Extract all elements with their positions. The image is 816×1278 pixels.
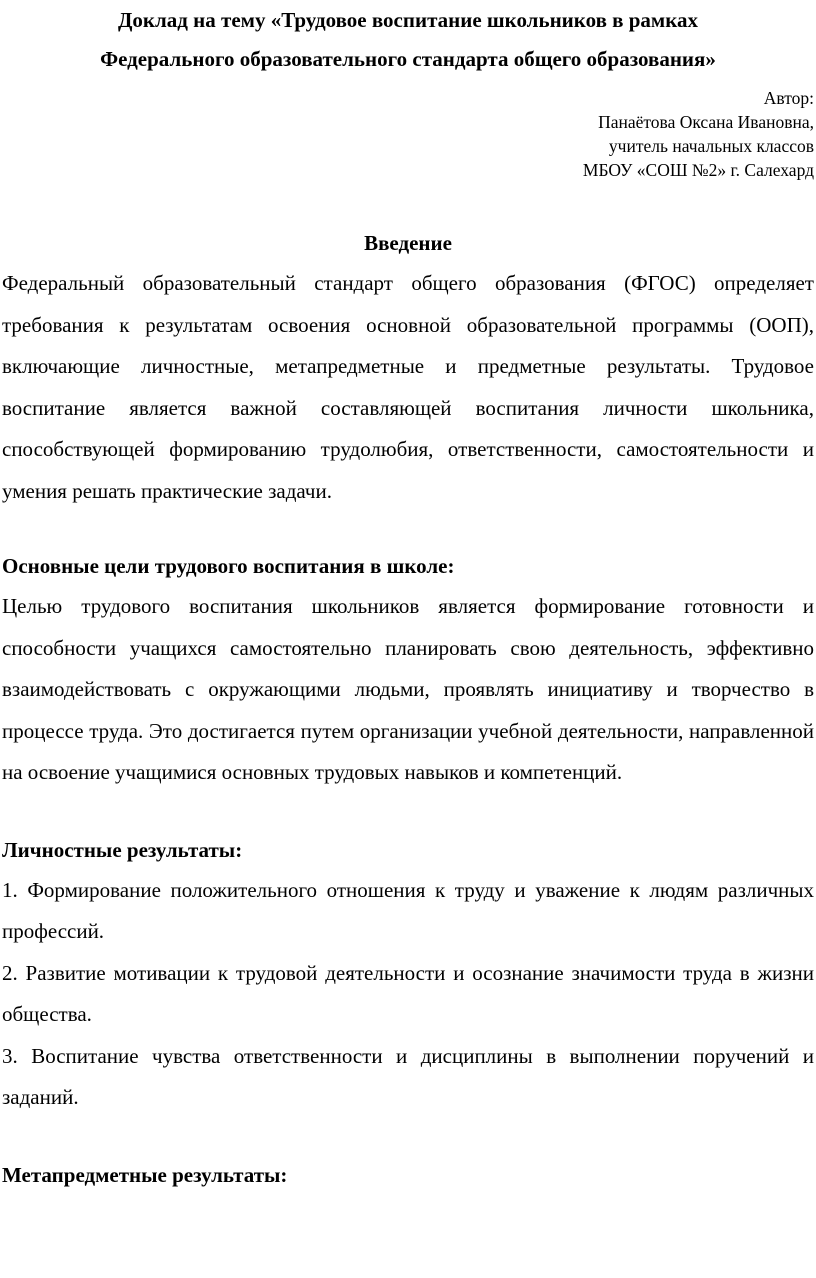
title-line-1: Доклад на тему «Трудовое воспитание школьников в рамках: [117, 8, 699, 32]
section-spacer: [2, 794, 814, 830]
meta-heading: Метапредметные результаты:: [2, 1162, 288, 1187]
author-position: учитель начальных классов: [608, 136, 814, 156]
section-spacer: [2, 512, 814, 546]
author-block: [2, 86, 814, 182]
title-line-2: Федерального образовательного стандарта общего образования»: [100, 47, 716, 71]
section-spacer: [2, 1119, 814, 1155]
personal-item-1: 1. Формирование положительного отношения к труду и уважение к людям различных профессий.: [2, 877, 814, 943]
personal-heading: Личностные результаты:: [2, 837, 243, 862]
goals-paragraph: Целью трудового воспитания школьников является формирование готовности и способности учащихся самостоятельно планировать свою деятельность, эффективно взаимодействовать с окружающими людьми, проявлять инициативу и творчество в процессе труда. Это достигается путем организации учебной деятельности, направленной на освоение учащимися основных трудовых навыков и компетенций.: [2, 594, 814, 784]
personal-item-2: 2. Развитие мотивации к трудовой деятельности и осознание значимости труда в жизни общества.: [2, 960, 814, 1026]
document-title: [2, 1, 814, 79]
personal-item-3: 3. Воспитание чувства ответственности и дисциплины в выполнении поручений и заданий.: [2, 1043, 814, 1109]
intro-heading: Введение: [364, 231, 452, 255]
author-school: МБОУ «СОШ №2» г. Салехард: [582, 160, 814, 180]
goals-heading: Основные цели трудового воспитания в школе:: [2, 554, 455, 578]
author-label: Автор:: [763, 88, 814, 108]
author-name: Панаётова Оксана Ивановна,: [598, 112, 814, 132]
intro-paragraph: Федеральный образовательный стандарт общего образования (ФГОС) определяет требования к результатам освоения основной образовательной программы (ООП), включающие личностные, метапредметные и предметные результаты. Трудовое воспитание является важной составляющей воспитания личности школьника, способствующей формированию трудолюбия, ответственности, самостоятельности и умения решать практические задачи.: [2, 271, 814, 503]
